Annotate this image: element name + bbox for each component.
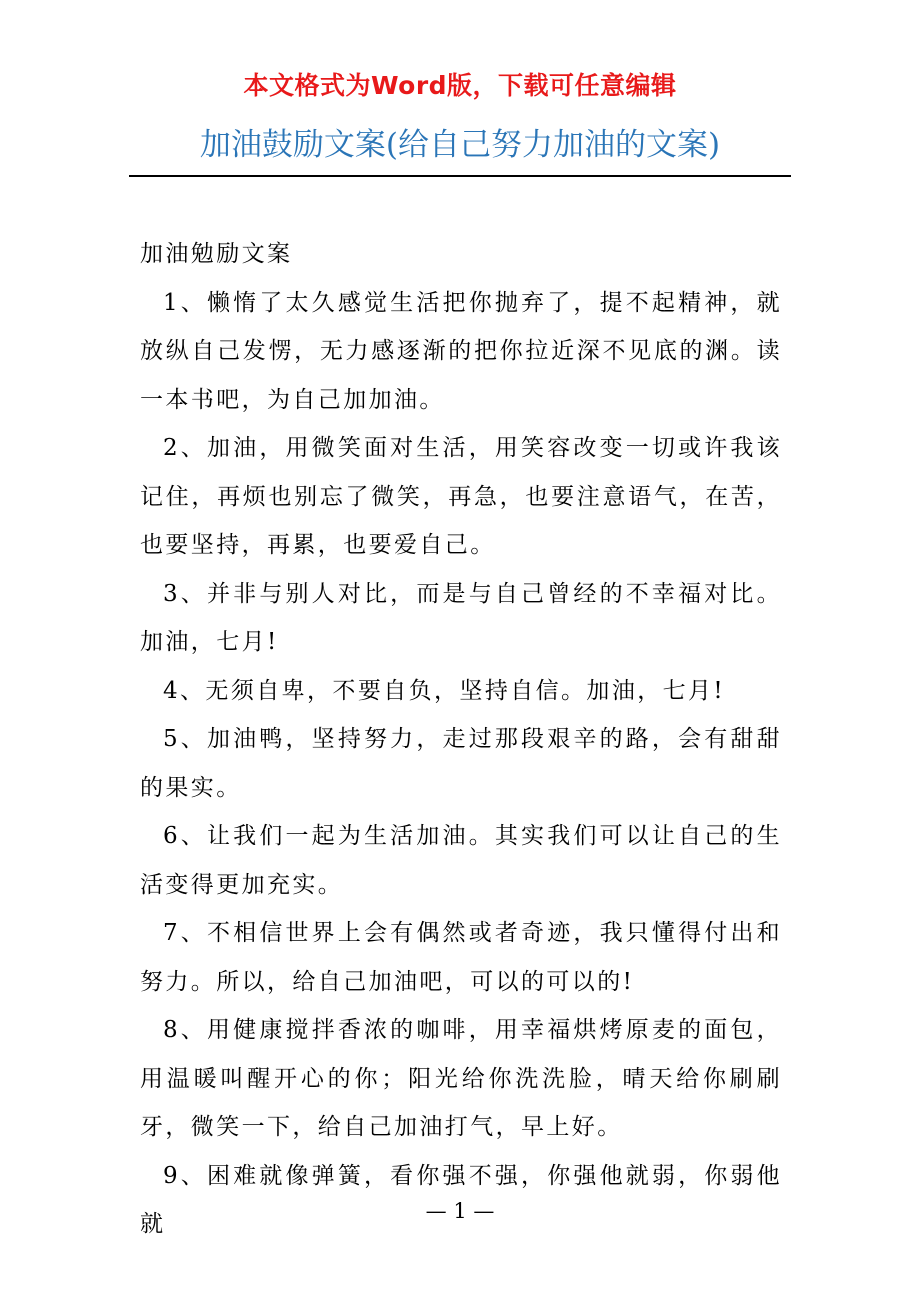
list-item: 9、困难就像弹簧，看你强不强，你强他就弱，你弱他就 [140, 1162, 782, 1237]
section-heading: 加油勉励文案 [140, 241, 293, 267]
list-item: 3、并非与别人对比，而是与自己曾经的不幸福对比。加油，七月! [140, 580, 782, 655]
document-body [140, 230, 782, 1249]
list-item: 7、不相信世界上会有偶然或者奇迹，我只懂得付出和努力。所以，给自己加油吧，可以的可以的! [140, 920, 782, 995]
list-item: 2、加油，用微笑面对生活，用笑容改变一切或许我该记住，再烦也别忘了微笑，再急，也要注意语气，在苦，也要坚持，再累，也要爱自己。 [140, 435, 782, 558]
list-item: 8、用健康搅拌香浓的咖啡，用幸福烘烤原麦的面包，用温暖叫醒开心的你；阳光给你洗洗脸，晴天给你刷刷牙，微笑一下，给自己加油打气，早上好。 [140, 1017, 782, 1140]
title-divider [129, 175, 791, 177]
list-item: 1、懒惰了太久感觉生活把你抛弃了，提不起精神，就放纵自己发愣，无力感逐渐的把你拉近深不见底的渊。读一本书吧，为自己加加油。 [140, 289, 782, 413]
list-item: 5、加油鸭，坚持努力，走过那段艰辛的路，会有甜甜的果实。 [140, 726, 782, 801]
page-number: — 1 — [425, 1199, 495, 1223]
document-title: 加油鼓励文案(给自己努力加油的文案) [199, 127, 721, 163]
format-notice: 本文格式为Word版，下载可任意编辑 [243, 71, 677, 100]
list-item: 4、无须自卑，不要自负，坚持自信。加油，七月! [163, 677, 726, 704]
list-item: 6、让我们一起为生活加油。其实我们可以让自己的生活变得更加充实。 [140, 823, 782, 898]
